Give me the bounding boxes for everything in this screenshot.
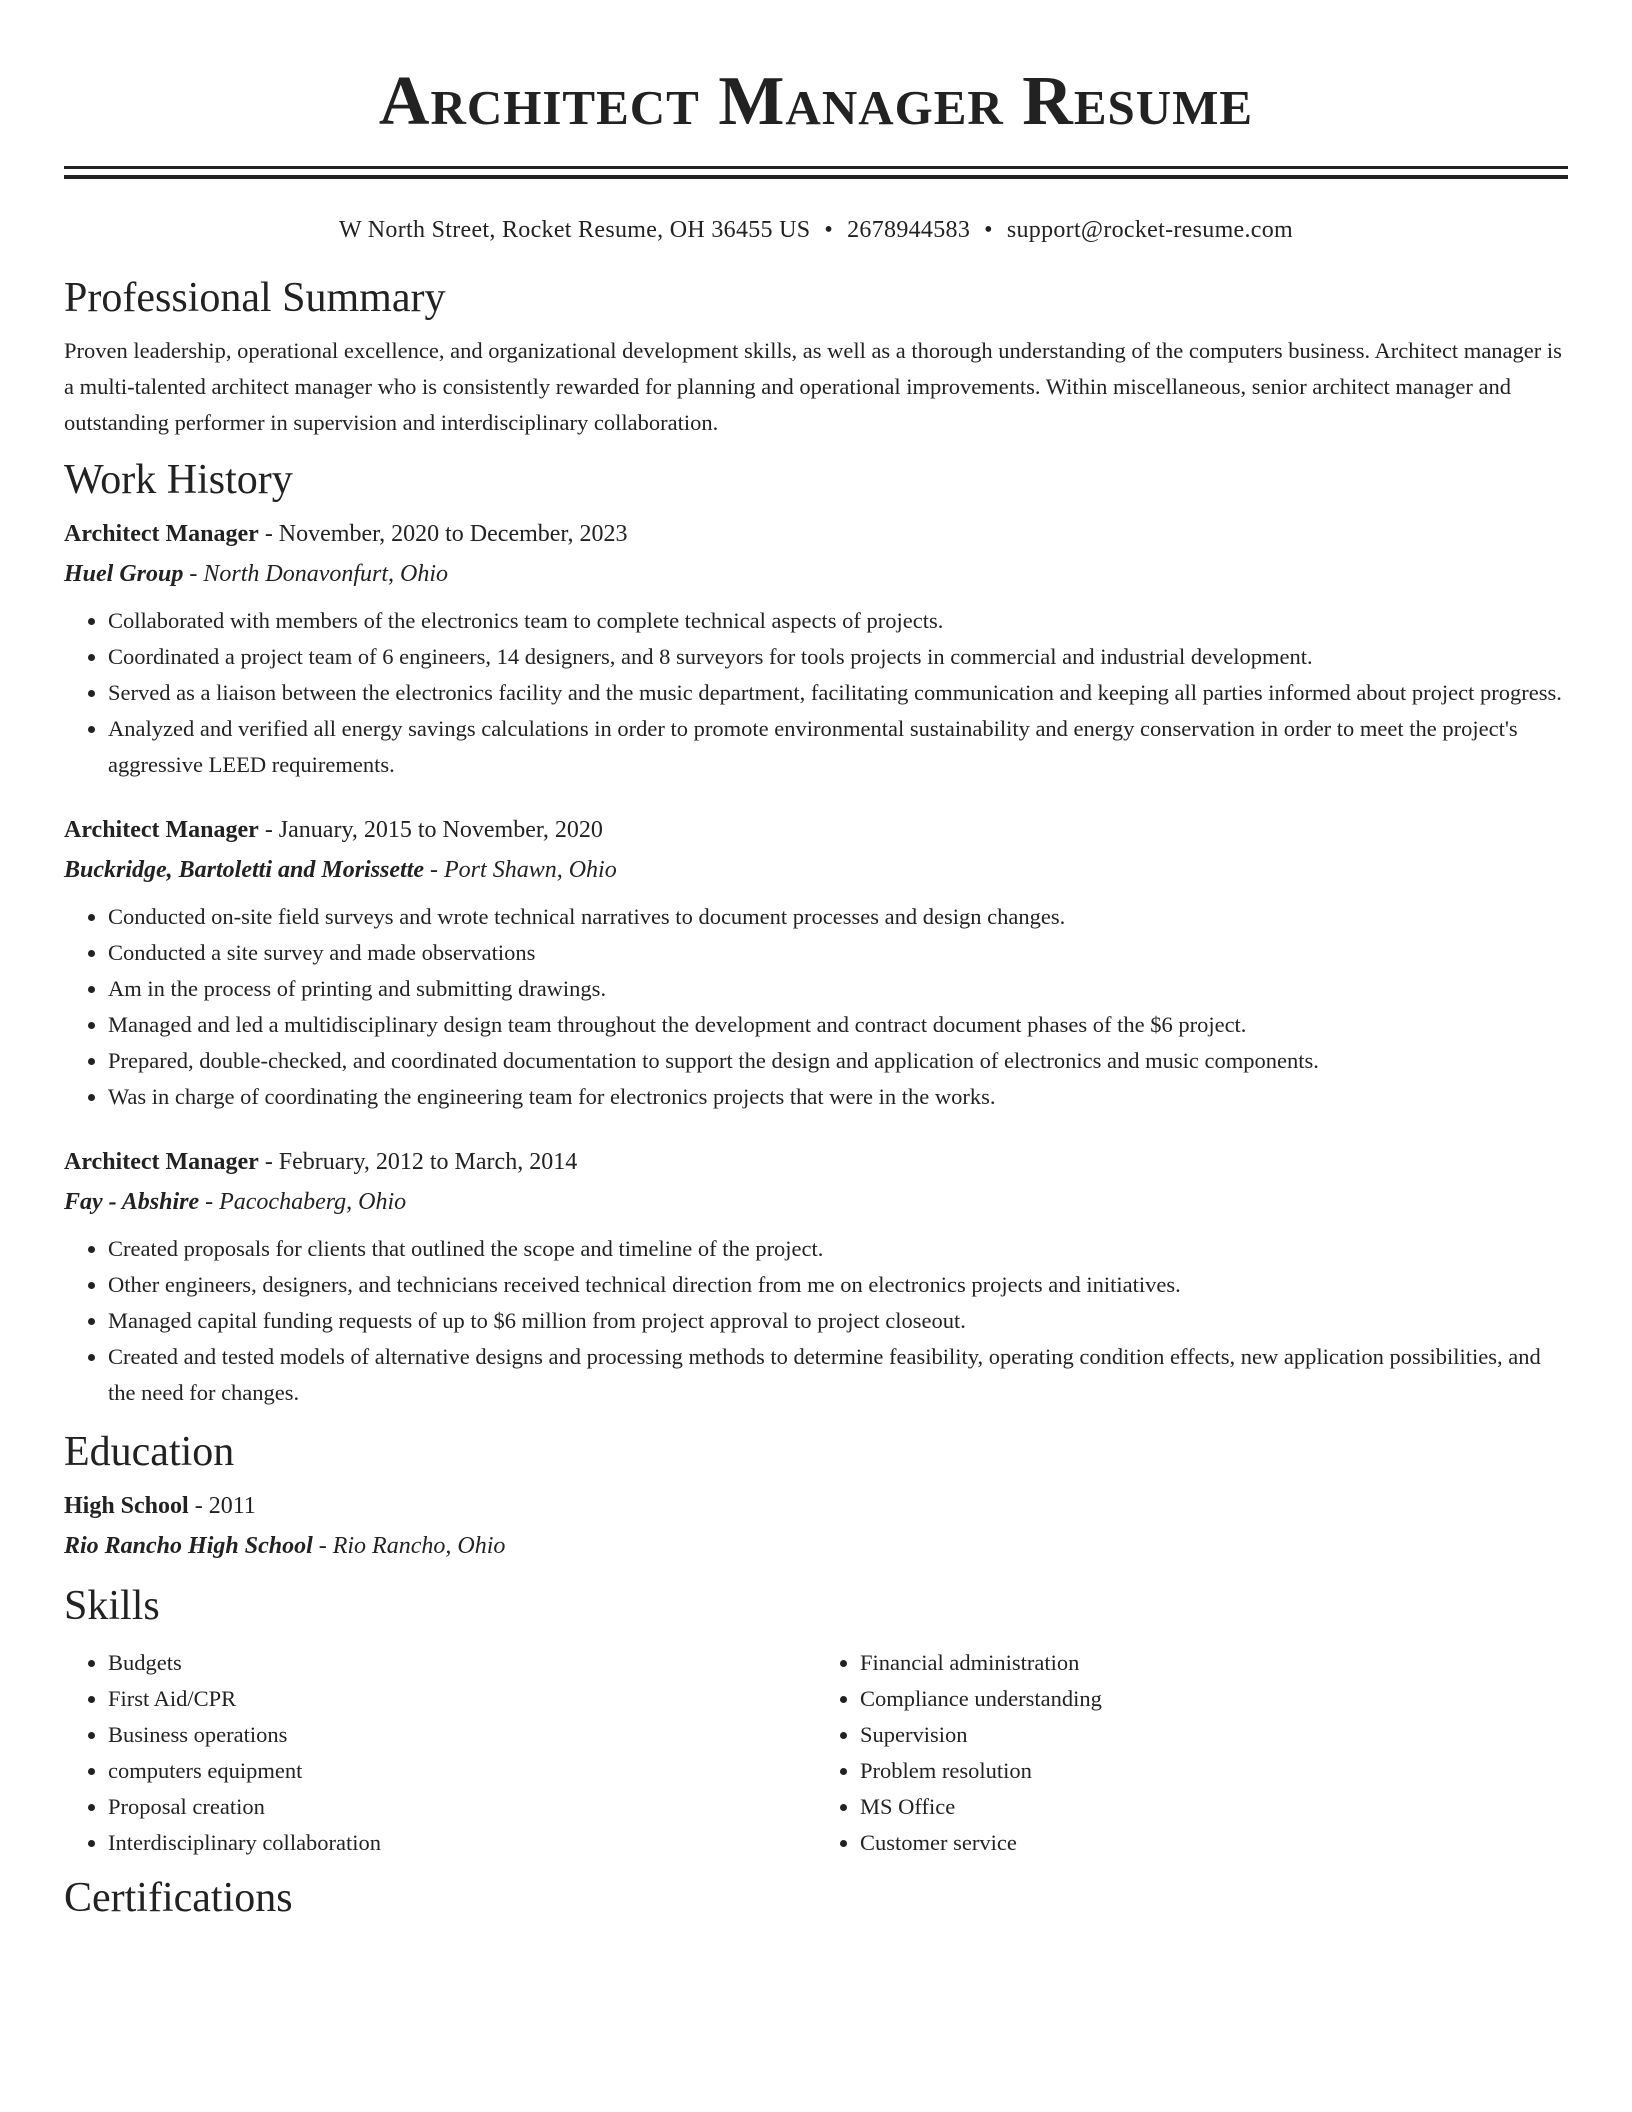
- contact-separator: •: [824, 217, 834, 243]
- skill-item: • First Aid/CPR: [108, 1681, 816, 1717]
- job-company: Buckridge, Bartoletti and Morissette: [64, 857, 425, 883]
- education-location: - Rio Rancho, Ohio: [312, 1533, 506, 1559]
- skill-item: • Supervision: [860, 1717, 1568, 1753]
- job-bullet: • Managed capital funding requests of up to $6 million from project approval to project closeout.: [108, 1303, 1568, 1339]
- job-location: - North Donavonfurt, Ohio: [183, 561, 449, 587]
- job-title: Architect Manager: [64, 521, 259, 547]
- job-title: Architect Manager: [64, 817, 259, 843]
- education-school: Rio Rancho High School: [64, 1533, 313, 1559]
- education-degree: High School: [64, 1493, 189, 1519]
- job-company-line: [64, 1187, 1568, 1217]
- title-rule-top: [64, 166, 1568, 169]
- job-bullet: • Prepared, double-checked, and coordinated documentation to support the design and application of electronics and music components.: [108, 1043, 1568, 1079]
- contact-phone: 2678944583: [847, 217, 971, 243]
- job-bullet: • Analyzed and verified all energy savings calculations in order to promote environmental sustainability and energy conservation in order to meet the project's aggressive LEED requirements.: [108, 711, 1568, 783]
- skills-list: [64, 1645, 1568, 1861]
- job-bullet: • Collaborated with members of the electronics team to complete technical aspects of projects.: [108, 603, 1568, 639]
- job-entry: [64, 815, 1568, 1115]
- section-heading-skills: Skills: [64, 1583, 160, 1629]
- skill-item: • Customer service: [860, 1825, 1568, 1861]
- section-heading-summary: Professional Summary: [64, 275, 446, 321]
- education-year: - 2011: [188, 1493, 256, 1519]
- skill-item: • Compliance understanding: [860, 1681, 1568, 1717]
- contact-address: W North Street, Rocket Resume, OH 36455 US: [338, 217, 811, 243]
- summary-text: Proven leadership, operational excellence, and organizational development skills, as well as a thorough understanding of the computers business. Architect manager is a multi-talented architect manager who is consistently rewarded for planning and operational improvements. Within miscellaneous, senior architect manager and outstanding performer in supervision and interdisciplinary collaboration.: [64, 338, 1562, 435]
- skill-item: • Financial administration: [860, 1645, 1568, 1681]
- job-title-line: [64, 519, 1568, 549]
- section-heading-certifications: Certifications: [64, 1875, 293, 1921]
- job-company-line: [64, 855, 1568, 885]
- job-dates: - January, 2015 to November, 2020: [258, 817, 603, 843]
- skill-item: • MS Office: [860, 1789, 1568, 1825]
- skill-item: • computers equipment: [108, 1753, 816, 1789]
- job-entry: [64, 519, 1568, 783]
- skill-item: • Proposal creation: [108, 1789, 816, 1825]
- job-bullets: [64, 1231, 1568, 1411]
- job-dates: - November, 2020 to December, 2023: [258, 521, 628, 547]
- job-company-line: [64, 559, 1568, 589]
- job-company: Huel Group: [64, 561, 184, 587]
- contact-separator: •: [984, 217, 993, 243]
- section-heading-education: Education: [64, 1429, 235, 1475]
- job-bullet: • Created and tested models of alternative designs and processing methods to determine feasibility, operating condition effects, new application possibilities, and the need for changes.: [108, 1339, 1568, 1411]
- skill-item: • Problem resolution: [860, 1753, 1568, 1789]
- education-school-line: [64, 1531, 1568, 1561]
- resume-title: Architect Manager Resume: [378, 63, 1254, 140]
- section-heading-work: Work History: [64, 457, 293, 503]
- job-title: Architect Manager: [64, 1149, 259, 1175]
- education-degree-line: [64, 1491, 1568, 1521]
- contact-line: [64, 215, 1568, 245]
- skill-item: • Interdisciplinary collaboration: [108, 1825, 816, 1861]
- job-location: - Port Shawn, Ohio: [424, 857, 617, 883]
- job-title-line: [64, 1147, 1568, 1177]
- job-title-line: [64, 815, 1568, 845]
- job-bullet: • Other engineers, designers, and technicians received technical direction from me on electronics projects and initiatives.: [108, 1267, 1568, 1303]
- job-dates: - February, 2012 to March, 2014: [258, 1149, 578, 1175]
- skill-item: • Budgets: [108, 1645, 816, 1681]
- job-bullets: [64, 603, 1568, 783]
- education-entry: [64, 1491, 1568, 1561]
- job-bullet: • Conducted a site survey and made observations: [108, 935, 1568, 971]
- skills-column-right: [816, 1645, 1568, 1861]
- job-bullet: • Conducted on-site field surveys and wrote technical narratives to document processes and design changes.: [108, 899, 1568, 935]
- job-bullet: • Managed and led a multidisciplinary design team throughout the development and contract document phases of the $6 project.: [108, 1007, 1568, 1043]
- job-bullets: [64, 899, 1568, 1115]
- job-bullet: • Coordinated a project team of 6 engineers, 14 designers, and 8 surveyors for tools projects in commercial and industrial development.: [108, 639, 1568, 675]
- skill-item: • Business operations: [108, 1717, 816, 1753]
- job-bullet: • Am in the process of printing and submitting drawings.: [108, 971, 1568, 1007]
- job-company: Fay - Abshire: [64, 1189, 200, 1215]
- job-location: - Pacochaberg, Ohio: [199, 1189, 407, 1215]
- job-bullet: • Served as a liaison between the electronics facility and the music department, facilitating communication and keeping all parties informed about project progress.: [108, 675, 1568, 711]
- job-entry: [64, 1147, 1568, 1411]
- skills-column-left: [64, 1645, 816, 1861]
- job-bullet: • Was in charge of coordinating the engineering team for electronics projects that were in the works.: [108, 1079, 1568, 1115]
- contact-email: support@rocket-resume.com: [1006, 217, 1294, 243]
- job-bullet: • Created proposals for clients that outlined the scope and timeline of the project.: [108, 1231, 1568, 1267]
- title-rule-bottom: [64, 175, 1568, 179]
